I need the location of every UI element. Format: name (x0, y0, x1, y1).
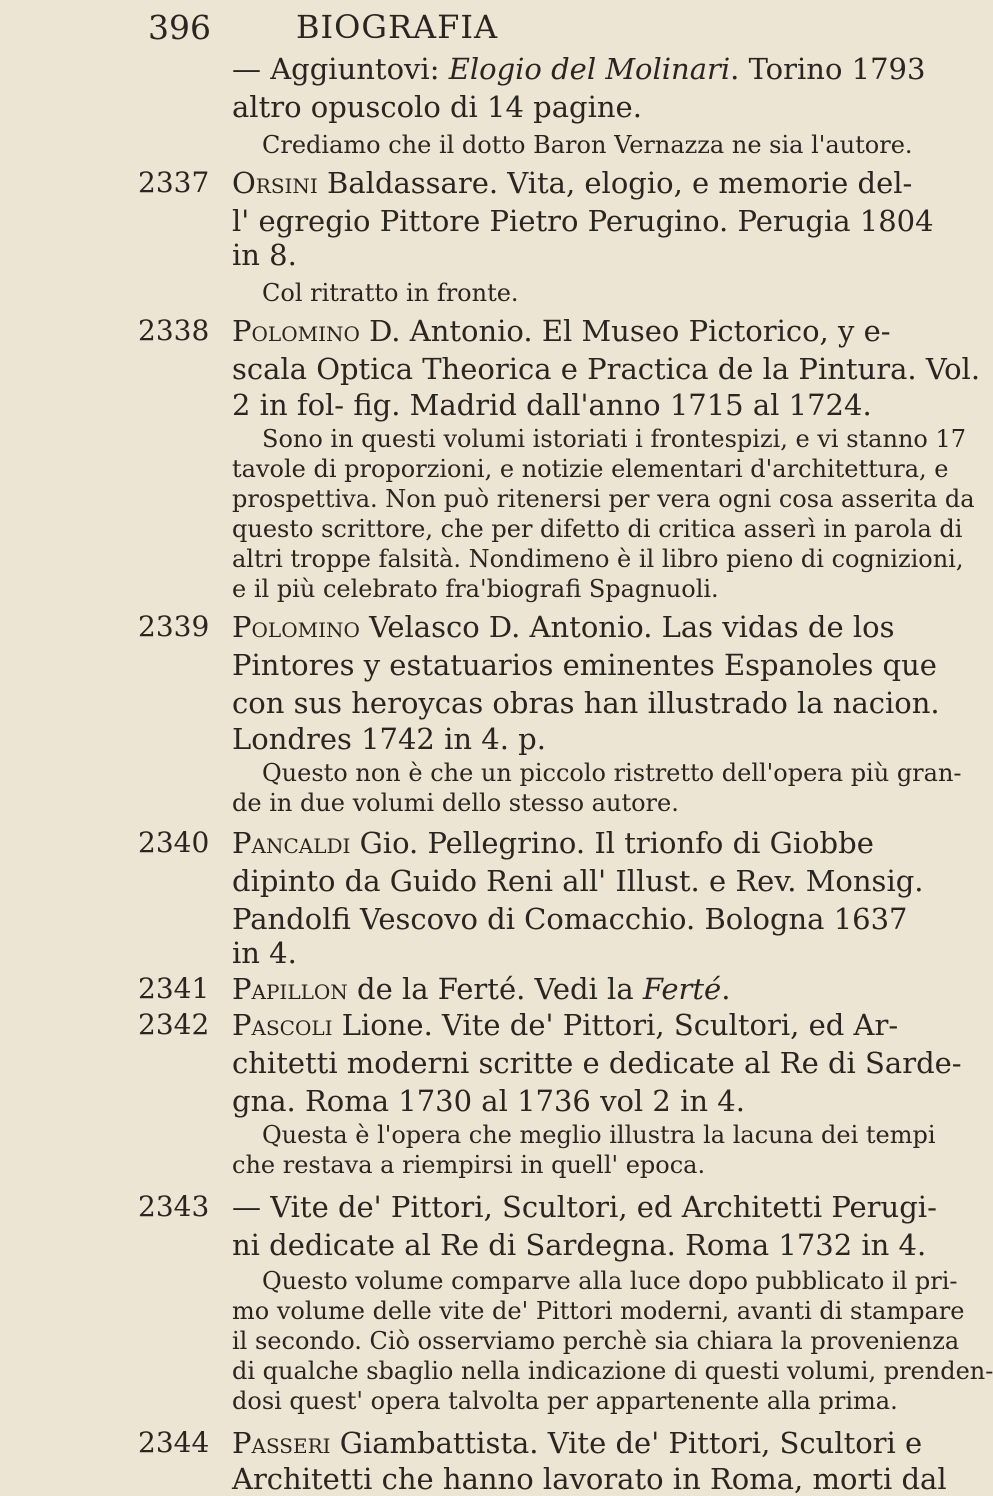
entry-line: in 8. (232, 238, 297, 272)
page-number: 396 (148, 8, 211, 47)
bibliography-entry (0, 1426, 947, 1496)
entry-note: Crediamo che il dotto Baron Vernazza ne sia l'autore. (262, 131, 913, 159)
entry-author: Polomino (232, 314, 360, 348)
entry-author: Pascoli (232, 1008, 333, 1042)
entry-line: Polomino D. Antonio. El Museo Pictorico, y e- (232, 314, 891, 348)
entry-number: 2340 (138, 826, 210, 859)
bibliography-body (0, 52, 993, 1496)
page-header (0, 8, 800, 48)
entry-author: Orsini (232, 166, 318, 200)
entry-note: mo volume delle vite de' Pittori moderni, avanti di stampare (232, 1297, 965, 1325)
entry-line: Pandolfi Vescovo di Comacchio. Bologna 1637 (232, 902, 908, 936)
entry-number: 2344 (138, 1426, 210, 1459)
entry-note: prospettiva. Non può ritenersi per vera ogni cosa asserita da (232, 485, 975, 513)
entry-line: Papillon de la Ferté. Vedi la Ferté. (232, 972, 731, 1006)
entry-line: altro opuscolo di 14 pagine. (232, 90, 642, 124)
entry-number: 2338 (138, 314, 210, 347)
entry-note: il secondo. Ciò osserviamo perchè sia chiara la provenienza (232, 1327, 960, 1355)
entry-number: 2343 (138, 1190, 210, 1223)
bibliography-entry (0, 826, 924, 970)
entry-note: che restava a riempirsi in quell' epoca. (232, 1151, 706, 1179)
entry-line: — Vite de' Pittori, Scultori, ed Architetti Perugi- (232, 1190, 937, 1224)
entry-line: scala Optica Theorica e Practica de la Pintura. Vol. (232, 352, 981, 386)
bibliography-entry (0, 610, 962, 818)
entry-line: gna. Roma 1730 al 1736 vol 2 in 4. (232, 1084, 745, 1118)
entry-note: dosi quest' opera talvolta per appartenente alla prima. (232, 1387, 898, 1415)
entry-note: di qualche sbaglio nella indicazione di questi volumi, prenden- (232, 1357, 993, 1385)
entry-number: 2342 (138, 1008, 210, 1041)
bibliography-entry (0, 52, 926, 162)
entry-author: Passeri (232, 1426, 331, 1460)
bibliography-entry (0, 972, 800, 1006)
entry-line: in 4. (232, 936, 297, 970)
entry-line: Passeri Giambattista. Vite de' Pittori, Scultori e (232, 1426, 923, 1460)
entry-note: Questo volume comparve alla luce dopo pubblicato il pri- (262, 1267, 958, 1295)
entry-note: de in due volumi dello stesso autore. (232, 789, 679, 817)
entry-note: questo scrittore, che per difetto di critica asserì in parola di (232, 515, 963, 543)
bibliography-entry (0, 314, 981, 604)
entry-number: 2339 (138, 610, 210, 643)
bibliography-entry (0, 1008, 962, 1180)
entry-note: e il più celebrato fra'biografi Spagnuoli. (232, 575, 719, 603)
entry-line: con sus heroycas obras han illustrado la nacion. (232, 686, 940, 720)
entry-line: Architetti che hanno lavorato in Roma, morti dal (232, 1462, 947, 1496)
bibliography-entry (0, 166, 934, 310)
entry-number: 2341 (138, 972, 210, 1005)
running-title: BIOGRAFIA (296, 8, 499, 46)
entry-line: ni dedicate al Re di Sardegna. Roma 1732 in 4. (232, 1228, 927, 1262)
entry-note: Col ritratto in fronte. (262, 279, 519, 307)
entry-line: Londres 1742 in 4. p. (232, 722, 546, 756)
entry-note: Questa è l'opera che meglio illustra la lacuna dei tempi (262, 1121, 936, 1149)
entry-line: Pascoli Lione. Vite de' Pittori, Scultori, ed Ar- (232, 1008, 899, 1042)
entry-note: tavole di proporzioni, e notizie elementari d'architettura, e (232, 455, 949, 483)
entry-line: Pintores y estatuarios eminentes Espanoles que (232, 648, 937, 682)
entry-line: Pancaldi Gio. Pellegrino. Il trionfo di Giobbe (232, 826, 874, 860)
entry-author: Polomino (232, 610, 360, 644)
entry-number: 2337 (138, 166, 210, 199)
entry-note: Sono in questi volumi istoriati i frontespizi, e vi stanno 17 (262, 425, 967, 453)
entry-note: altri troppe falsità. Nondimeno è il libro pieno di cognizioni, (232, 545, 964, 573)
bibliography-entry (0, 1190, 993, 1416)
entry-line: Polomino Velasco D. Antonio. Las vidas de los (232, 610, 895, 644)
entry-line: dipinto da Guido Reni all' Illust. e Rev. Monsig. (232, 864, 924, 898)
entry-author: Pancaldi (232, 826, 351, 860)
entry-note: Questo non è che un piccolo ristretto dell'opera più gran- (262, 759, 962, 787)
entry-line: chitetti moderni scritte e dedicate al Re di Sarde- (232, 1046, 962, 1080)
entry-line: l' egregio Pittore Pietro Perugino. Perugia 1804 (232, 204, 934, 238)
entry-author: Papillon (232, 972, 348, 1006)
entry-line: Orsini Baldassare. Vita, elogio, e memorie del- (232, 166, 913, 200)
entry-line: — Aggiuntovi: Elogio del Molinari. Torino 1793 (232, 52, 926, 86)
entry-line: 2 in fol- fig. Madrid dall'anno 1715 al 1724. (232, 388, 872, 422)
